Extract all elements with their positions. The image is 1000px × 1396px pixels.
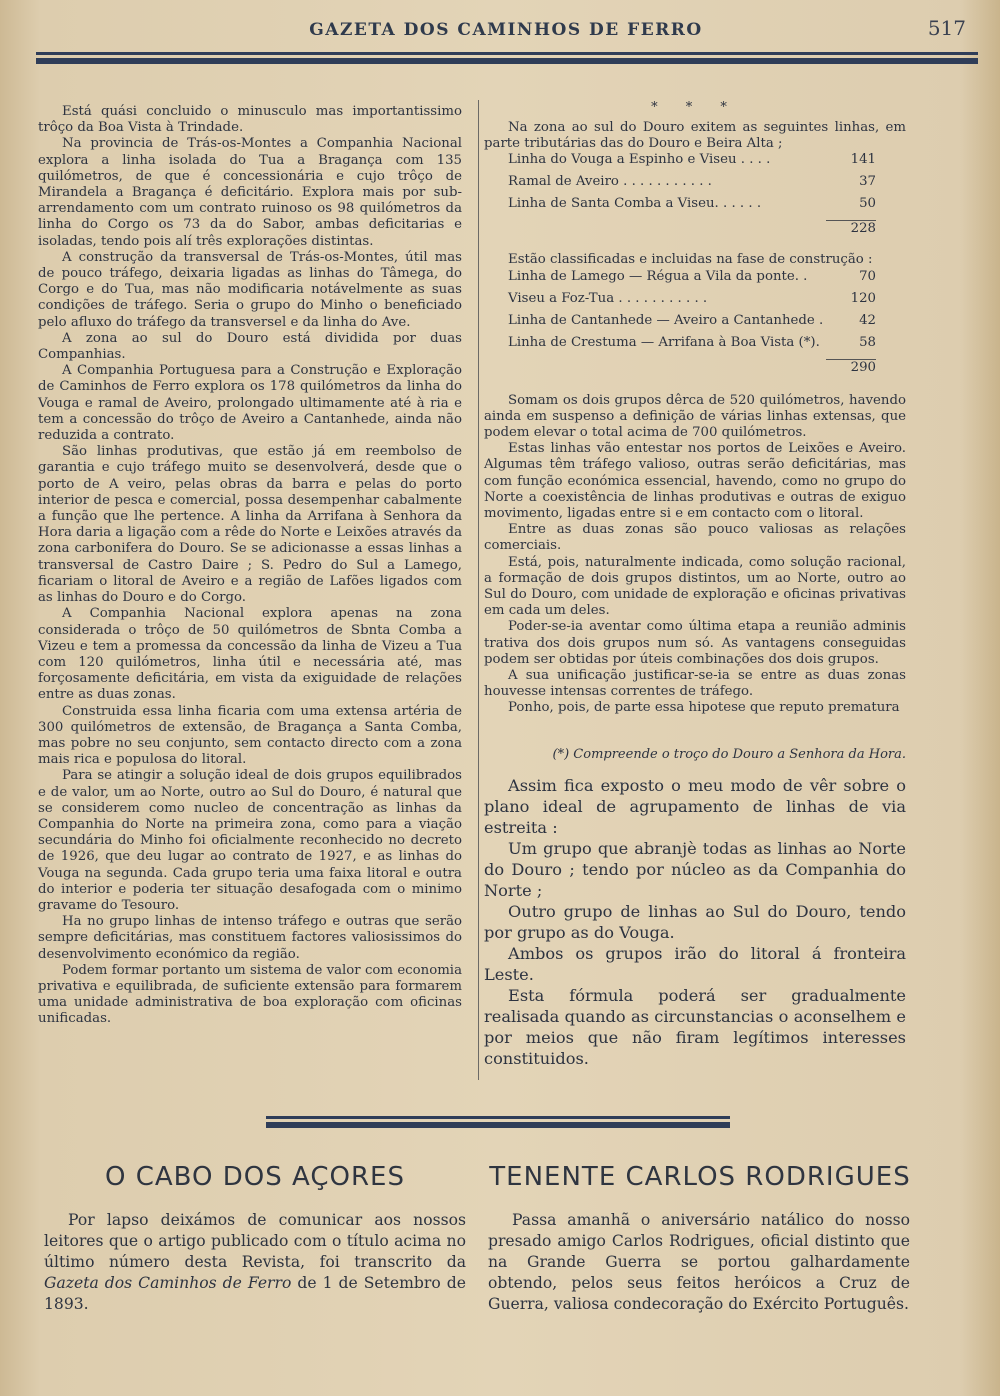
right-paragraph-5: Poder-se-ia aventar como última etapa a reunião adminis trativa dos dois grupos num só. As vantagens conseguidas podem ser obtidas por úteis combinações dos dois grupos. (484, 619, 906, 667)
left-paragraph-4: A zona ao sul do Douro está dividida por duas Companhias. (38, 330, 462, 363)
right-column (484, 100, 906, 1069)
line-construction-row (508, 335, 876, 357)
journal-title: GAZETA DOS CAMINHOS DE FERRO (309, 20, 703, 40)
line-south-value: 37 (859, 174, 876, 190)
line-construction-label: Linha de Cantanhede — Aveiro a Cantanhede . (508, 312, 824, 328)
conclusion-paragraph-4: Ambos os grupos irão do litoral á fronteira Leste. (484, 943, 906, 984)
left-paragraph-1: Está quási concluido o minusculo mas importantissimo trôço da Boa Vista à Trindade. (38, 104, 462, 136)
intro-paragraph: Na zona ao sul do Douro exitem as seguintes linhas, em parte tributárias das do Douro e Beira Alta ; (484, 120, 906, 152)
section-body-tenente (488, 1210, 910, 1315)
line-south-row (508, 174, 876, 196)
right-paragraph-1: Somam os dois grupos dêrca de 520 quilómetros, havendo ainda em suspenso a definição de várias linhas extensas, que podem elevar o total acima de 700 quilómetros. (484, 392, 906, 441)
cabo-text-end: de 1 de Setembro de 1893. (44, 1274, 466, 1313)
header-rule-top (36, 52, 978, 55)
section-rule-bottom (266, 1122, 730, 1128)
left-paragraph-6: São linhas produtivas, que estão já em reembolso de garantia e cujo tráfego muito se desenvolverá, desde que o porto de A veiro, pelas obras da barra e pelas do porto interior de pesca e comercial, possa desempenhar cabalmente a função que lhe pertence. A linha da Arrifana à Senhora da Hora daria a ligação com a rêde do Norte e Leixões através da zona carbonifera do Douro. Se se adicionasse a essas linhas a transversal de Castro Daire ; S. Pedro do Sul a Lamego, ficariam o litoral de Aveiro e a região de Lafões ligados com as linhas do Douro e do Corgo. (38, 444, 462, 606)
line-construction-label: Linha de Lamego — Régua a Vila da ponte. . (508, 268, 808, 284)
right-paragraphs (484, 393, 906, 717)
line-construction-value: 70 (859, 268, 876, 284)
line-construction-label: Viseu a Foz-Tua . . . . . . . . . . . (508, 290, 708, 306)
conclusion-paragraph-2: Um grupo que abranjè todas as linhas ao Norte do Douro ; tendo por núcleo as da Companhia do Norte ; (484, 838, 906, 900)
conclusion-paragraph-5: Esta fórmula poderá ser gradualmente realisada quando as circunstancias o aconselhem e por meios que não firam legítimos interesses constituidos. (484, 985, 906, 1068)
left-paragraph-10: Ha no grupo linhas de intenso tráfego e outras que serão sempre deficitárias, mas constituem factores valiosissimos do desenvolvimento económico da região. (38, 914, 462, 962)
left-paragraph-5: A Companhia Portuguesa para a Construção e Exploração de Caminhos de Ferro explora os 178 quilómetros da linha do Vouga e ramal de Aveiro, prolongado ultimamente até à ria e tem a concessão do trôço de Aveiro a Cantanhede, ainda não reduzida a contrato. (38, 363, 462, 444)
page-number: 517 (927, 16, 966, 40)
line-construction-label: Linha de Crestuma — Arrifana à Boa Vista (*). (508, 334, 820, 350)
right-paragraph-2: Estas linhas vão entestar nos portos de Leixões e Aveiro. Algumas têm tráfego valioso, outras serão deficitárias, mas com função económica essencial, havendo, como no grupo do Norte a coexistência de linhas produtivas e outras de exiguo movimento, ligadas entre si e em contacto com o litoral. (484, 441, 906, 522)
lines-list-south (508, 152, 876, 218)
left-paragraph-11: Podem formar portanto um sistema de valor com economia privativa e equilibrada, de suficiente extensão para formarem uma unidade administrativa de boa exploração com oficinas unificadas. (38, 962, 462, 1027)
right-paragraph-3: Entre as duas zonas são pouco valiosas as relações comerciais. (484, 522, 906, 554)
conclusion-paragraph-1: Assim fica exposto o meu modo de vêr sobre o plano ideal de agrupamento de linhas de via estreita : (484, 775, 906, 837)
conclusion-paragraph-3: Outro grupo de linhas ao Sul do Douro, tendo por grupo as do Vouga. (484, 901, 906, 942)
left-paragraph-9: Para se atingir a solução ideal de dois grupos equilibrados e de valor, um ao Norte, outro ao Sul do Douro, é natural que se considerem como nucleo de concentração as linhas da Companhia do Norte na primeira zona, como para a viação secundária do Minho foi oficialmente reconhecido no decreto de 1926, que deu lugar ao contrato de 1927, e as linhas do Vouga na segunda. Cada grupo teria uma faixa litoral e outra do interior e poderia ter situação desafogada com o minimo gravame do Tesouro. (38, 768, 462, 913)
column-divider (478, 100, 479, 1080)
total-value: 290 (826, 359, 876, 376)
line-south-value: 50 (859, 196, 876, 212)
line-south-row (508, 152, 876, 174)
total-value: 228 (826, 220, 876, 237)
section-body-cabo (44, 1210, 466, 1315)
line-south-label: Linha do Vouga a Espinho e Viseu . . . . (508, 152, 771, 168)
line-construction-row (508, 291, 876, 313)
page-header (36, 14, 976, 50)
right-paragraph-4: Está, pois, naturalmente indicada, como solução racional, a formação de dois grupos distintos, um ao Norte, outro ao Sul do Douro, com unidade de exploração e oficinas privativas em cada um deles. (484, 554, 906, 619)
line-south-row (508, 196, 876, 218)
line-construction-row (508, 269, 876, 291)
line-south-label: Linha de Santa Comba a Viseu. . . . . . (508, 196, 762, 212)
section-separator: * * * (651, 100, 739, 115)
line-construction-value: 120 (850, 290, 876, 306)
total-construction (508, 357, 876, 381)
conclusion (484, 775, 906, 1069)
line-construction-value: 42 (859, 312, 876, 328)
left-paragraph-3: A construção da transversal de Trás-os-Montes, útil mas de pouco tráfego, deixaria ligadas as linhas do Tâmega, do Corgo e do Tua, mas não modificaria notávelmente as suas condições de tráfego. Seria o grupo do Minho o beneficiado pelo afluxo do tráfego da transversel e da linha do Ave. (38, 249, 462, 330)
left-paragraph-8: Construida essa linha ficaria com uma extensa artéria de 300 quilómetros de extensão, de Bragança a Santa Comba, mas pobre no seu conjunto, sem contacto directo com a zona mais rica e populosa do litoral. (38, 703, 462, 768)
left-paragraph-7: A Companhia Nacional explora apenas na zona considerada o trôço de 50 quilómetros de Sbnta Comba a Vizeu e tem a promessa da concessão da linha de Vizeu a Tua com 120 quilómetros, linha útil e necessária até, mas forçosamente deficitária, em vista da exiguidade de relações entre as duas zonas. (38, 606, 462, 703)
footnote: (*) Compreende o troço do Douro a Senhora da Hora. (552, 746, 906, 762)
header-rule-bottom (36, 58, 978, 64)
tenente-text: Passa amanhã o aniversário natálico do nosso presado amigo Carlos Rodrigues, oficial distinto que na Grande Guerra se portou galhardamente obtendo, pelos seus feitos heróicos a Cruz de Guerra, valiosa condecoração do Exército Português. (488, 1211, 910, 1313)
total-south (508, 218, 876, 242)
section-rule-top (266, 1116, 730, 1119)
right-paragraph-7: Ponho, pois, de parte essa hipotese que reputo prematura (508, 700, 900, 716)
line-construction-row (508, 313, 876, 335)
line-south-value: 141 (850, 152, 876, 168)
left-paragraph-2: Na provincia de Trás-os-Montes a Companhia Nacional explora a linha isolada do Tua a Bragança com 135 quilómetros, de que é concessionária e cujo trôço de Mirandela a Bragança é deficitário. Explora mais por sub-arrendamento com um contrato ruinoso os 98 quilómetros da linha do Corgo os 73 da do Sabor, ambas deficitarias e isoladas, tendo pois alí três explorações distintas. (38, 136, 462, 249)
left-column (38, 104, 462, 1028)
line-south-label: Ramal de Aveiro . . . . . . . . . . . (508, 174, 712, 190)
lines-list-construction (508, 269, 876, 357)
intro-classified: Estão classificadas e incluidas na fase de construção : (508, 252, 873, 268)
cabo-text-start: Por lapso deixámos de comunicar aos nossos leitores que o artigo publicado com o título acima no último número desta Revista, foi transcrito da (44, 1211, 466, 1271)
section-title-cabo: O CABO DOS AÇORES (105, 1162, 405, 1192)
section-title-tenente: TENENTE CARLOS RODRIGUES (489, 1162, 911, 1192)
line-construction-value: 58 (859, 334, 876, 350)
cabo-text-italic: Gazeta dos Caminhos de Ferro (44, 1274, 292, 1292)
right-paragraph-6: A sua unificação justificar-se-ia se entre as duas zonas houvesse intensas correntes de tráfego. (484, 668, 906, 700)
